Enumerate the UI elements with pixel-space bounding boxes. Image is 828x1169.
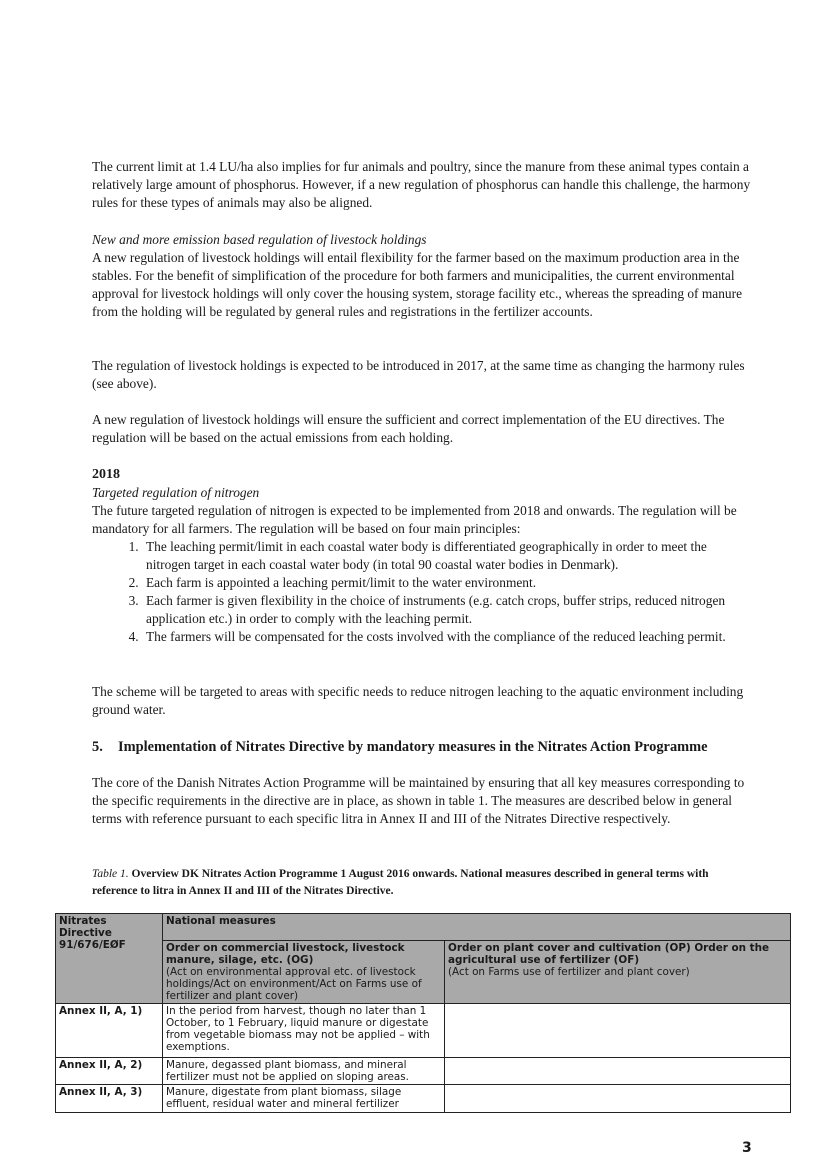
header-national-measures: National measures	[163, 914, 791, 941]
emission-regulation-block	[92, 231, 752, 321]
section-title: Implementation of Nitrates Directive by mandatory measures in the Nitrates Action Programme	[118, 739, 708, 755]
paragraph-core-programme: The core of the Danish Nitrates Action Programme will be maintained by ensuring that all key measures corresponding to the specific requirements in the directive are in place, as shown in table 1. The measures are described below in general terms with reference pursuant to each specific litra in Annex II and III of the Nitrates Directive respectively.	[92, 775, 745, 826]
header-directive: Nitrates Directive 91/676/EØF	[56, 914, 163, 1004]
page-number: 3	[742, 1140, 752, 1156]
year-heading: 2018	[92, 467, 120, 482]
table-subheader-row	[56, 941, 791, 1004]
paragraph-eu-directives: A new regulation of livestock holdings will ensure the sufficient and correct implementation of the EU directives. The regulation will be based on the actual emissions from each holding.	[92, 412, 725, 445]
list-item: 2. Each farm is appointed a leaching permit/limit to the water environment.	[142, 574, 752, 592]
subheading-emission: New and more emission based regulation of livestock holdings	[92, 232, 427, 247]
section-5-heading	[92, 738, 758, 756]
list-item: 3. Each farmer is given flexibility in the choice of instruments (e.g. catch crops, buffer strips, reduced nitrogen application etc.) in order to comply with the leaching permit.	[142, 592, 752, 628]
table-row: Annex II, A, 2) Manure, degassed plant biomass, and mineral fertilizer must not be applied on sloping areas.	[56, 1058, 791, 1085]
paragraph-scheme: The scheme will be targeted to areas with specific needs to reduce nitrogen leaching to the aquatic environment including ground water.	[92, 684, 744, 717]
list-item: 1. The leaching permit/limit in each coastal water body is differentiated geographically in order to meet the nitrogen target in each coastal water body (in total 90 coastal water bodies in Denmark).	[142, 538, 752, 574]
caption-label: Table 1.	[92, 868, 129, 880]
table-row: Annex II, A, 3) Manure, digestate from plant biomass, silage effluent, residual water and mineral fertilizer	[56, 1085, 791, 1113]
subheading-nitrogen: Targeted regulation of nitrogen	[92, 485, 260, 500]
table-caption	[92, 866, 752, 900]
section-2018	[92, 466, 752, 646]
table-header-row	[56, 914, 791, 941]
list-item: 4. The farmers will be compensated for the costs involved with the compliance of the reduced leaching permit.	[142, 628, 752, 646]
table-row: Annex II, A, 1) In the period from harvest, though no later than 1 October, to 1 February, liquid manure or digestate from vegetable biomass may not be applied – with exemptions.	[56, 1004, 791, 1058]
measures-table	[55, 913, 791, 1113]
section-number: 5.	[92, 739, 103, 755]
principles-list	[92, 538, 752, 646]
paragraph-fur-animals: The current limit at 1.4 LU/ha also implies for fur animals and poultry, since the manure from these animal types contain a relatively large amount of phosphorus. However, if a new regulation of phosphorus can handle this challenge, the harmony rules for these types of animals may also be aligned.	[92, 159, 751, 210]
paragraph-introduction-2017: The regulation of livestock holdings is expected to be introduced in 2017, at the same time as changing the harmony rules (see above).	[92, 358, 745, 391]
paragraph-targeted-regulation: The future targeted regulation of nitrogen is expected to be implemented from 2018 and onwards. The regulation will be mandatory for all farmers. The regulation will be based on four main principles:	[92, 503, 737, 536]
paragraph-livestock-regulation: A new regulation of livestock holdings will entail flexibility for the farmer based on the maximum production area in the stables. For the benefit of simplification of the procedure for both farmers and municipalities, the current environmental approval for livestock holdings will only cover the housing system, storage facility etc., whereas the spreading of manure from the holding will be regulated by general rules and registrations in the fertilizer accounts.	[92, 250, 743, 319]
header-og-column: Order on commercial livestock, livestock manure, silage, etc. (OG) (Act on environmental approval etc. of livestock holdings/Act on environment/Act on Farms use of fertilizer and plant cover)	[163, 941, 445, 1004]
header-op-column: Order on plant cover and cultivation (OP) Order on the agricultural use of fertilizer (OF) (Act on Farms use of fertilizer and plant cover)	[445, 941, 791, 1004]
caption-text: Overview DK Nitrates Action Programme 1 August 2016 onwards. National measures described in general terms with reference to litra in Annex II and III of the Nitrates Directive.	[92, 868, 709, 897]
